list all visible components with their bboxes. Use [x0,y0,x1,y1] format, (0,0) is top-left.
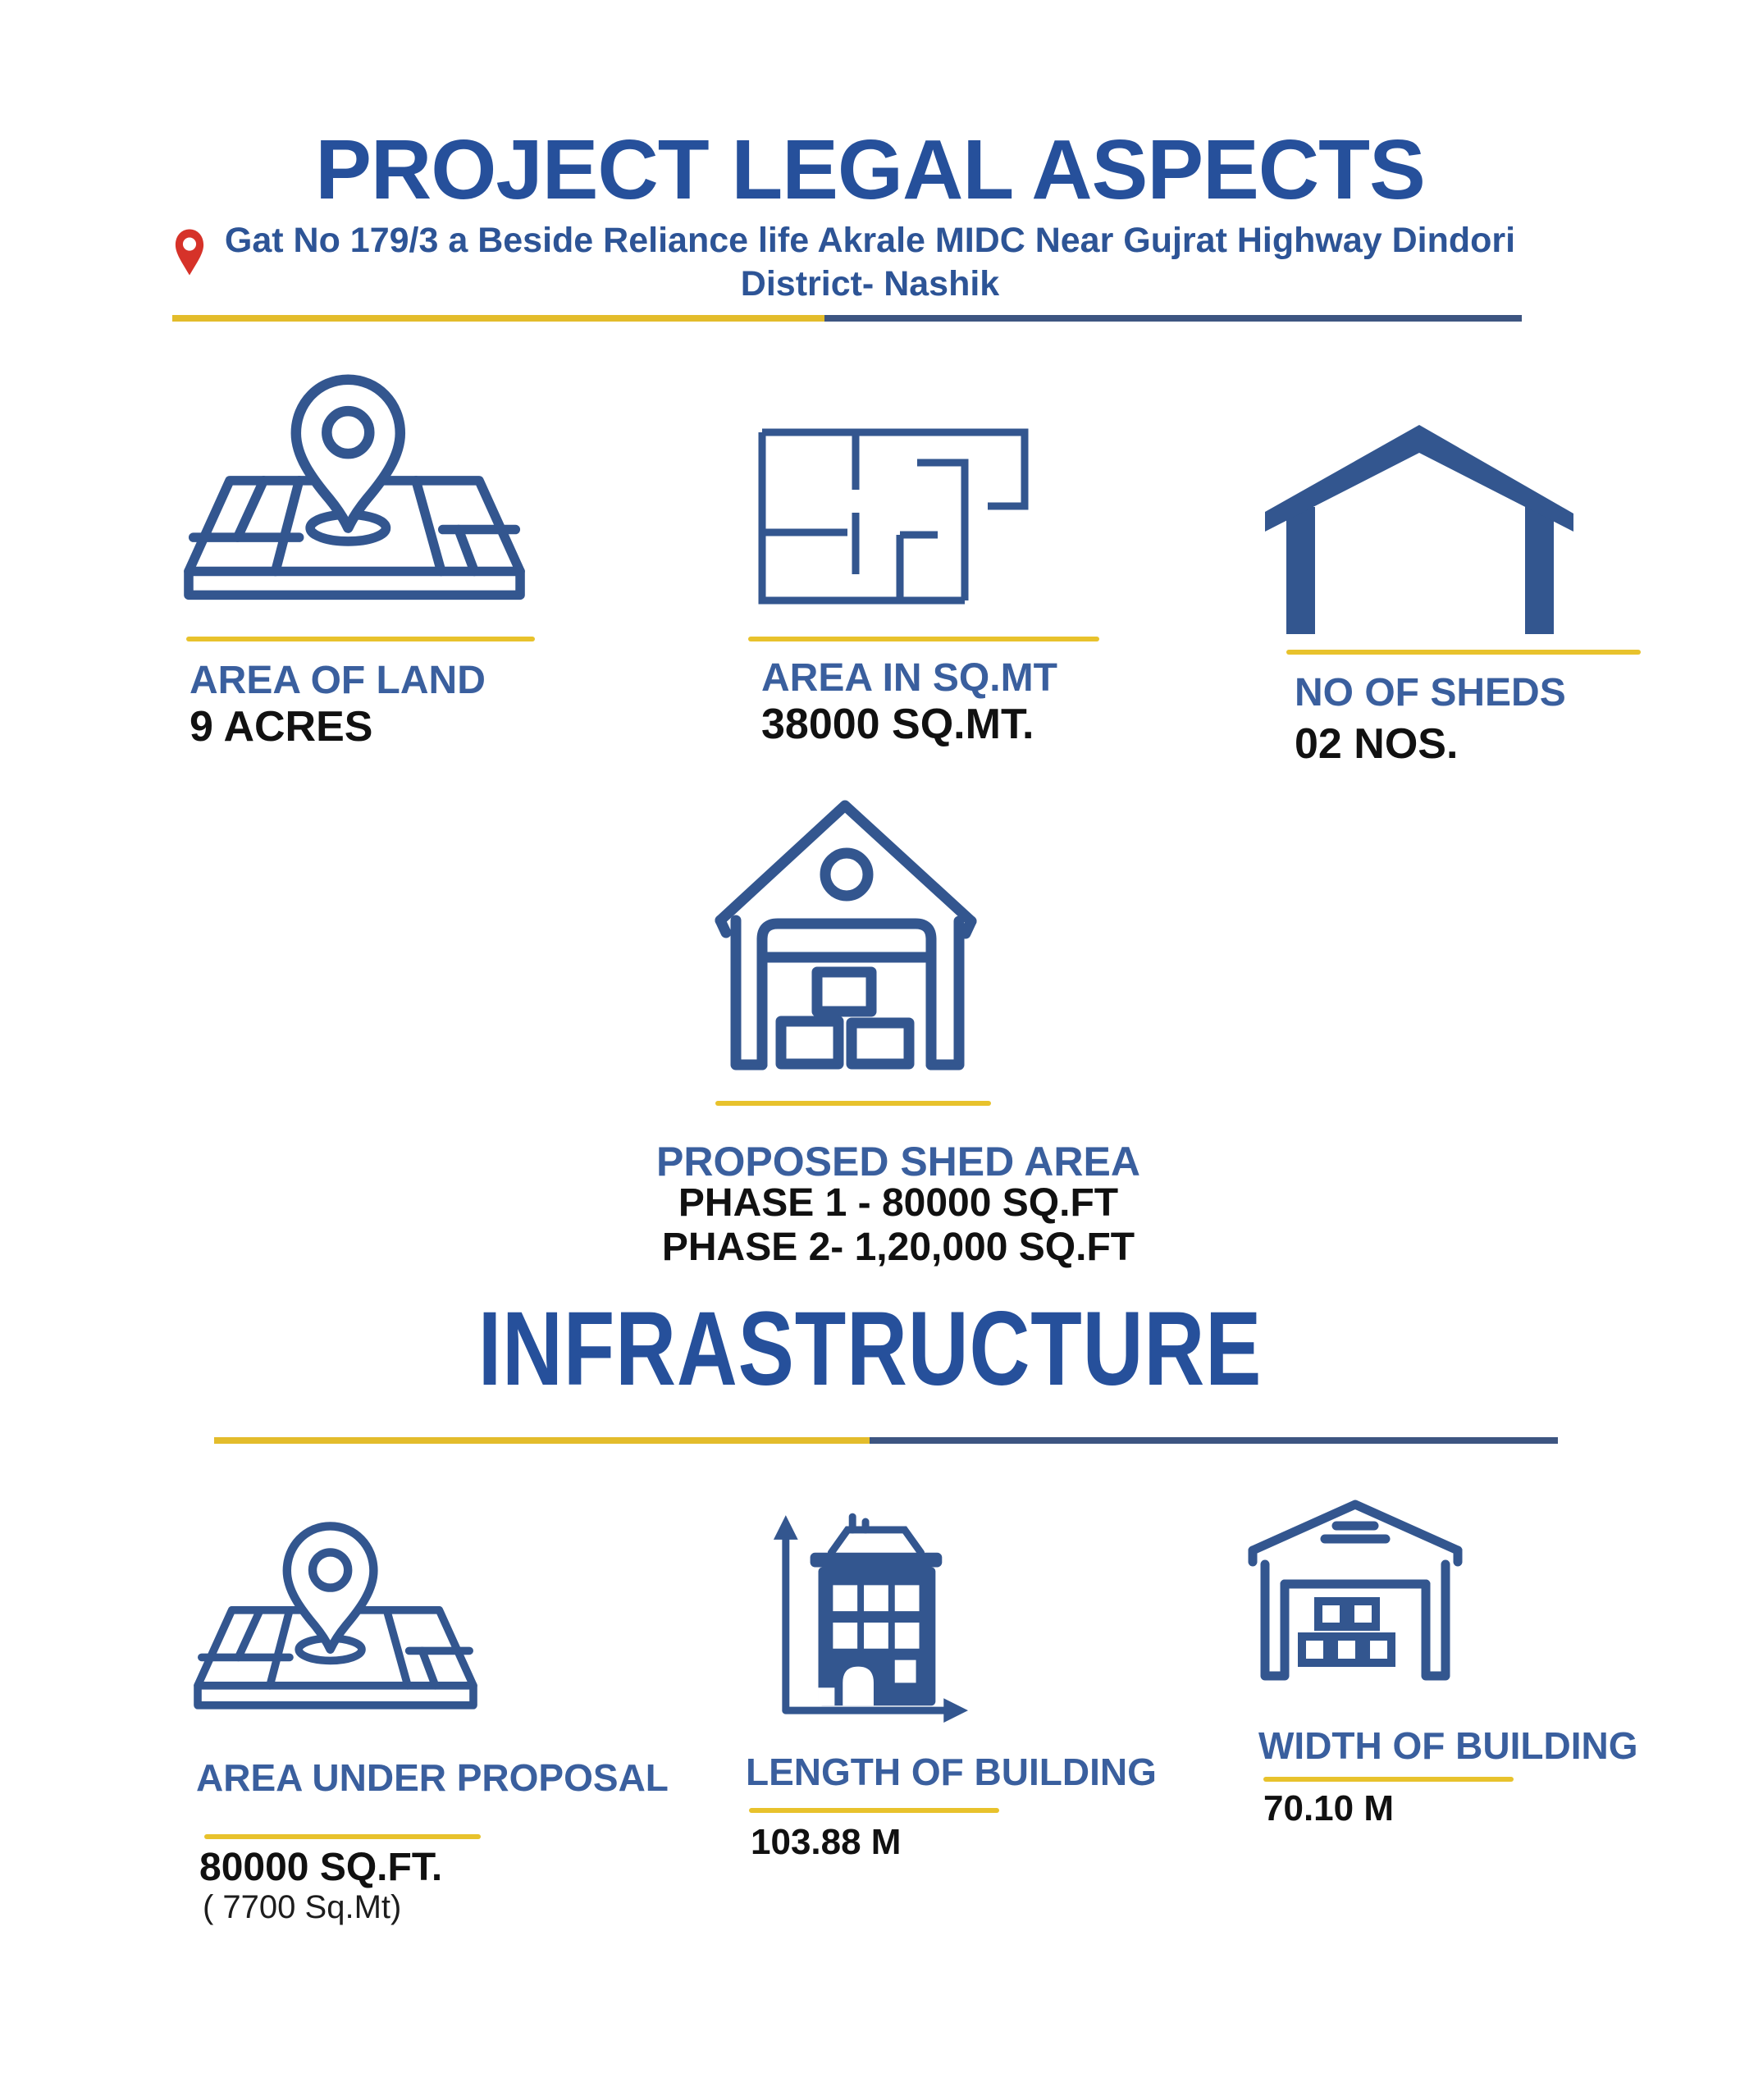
stat-label: NO OF SHEDS [1295,671,1566,714]
stat-label: LENGTH OF BUILDING [746,1751,1157,1793]
divider-blue-segment [870,1437,1558,1444]
stat-value: 80000 SQ.FT. [199,1846,443,1889]
accent-underline [749,1808,999,1813]
divider-blue-segment [824,315,1522,322]
stat-label: WIDTH OF BUILDING [1258,1724,1638,1767]
warehouse-icon [715,797,978,1076]
accent-underline [715,1101,991,1106]
floor-plan-icon [758,428,1029,605]
warehouse-boxes-icon [1249,1500,1462,1685]
map-location-icon [180,373,528,602]
stat-value-phase-1: PHASE 1 - 80000 SQ.FT [678,1181,1119,1225]
stat-label: AREA OF LAND [190,659,486,702]
section-divider [172,315,1522,322]
stat-sub-value: ( 7700 Sq.Mt) [203,1889,402,1925]
section-title: INFRASTRUCTURE [477,1290,1263,1408]
accent-underline [204,1834,481,1839]
building-dimensions-icon [768,1513,971,1733]
divider-yellow-segment [214,1437,870,1444]
shed-icon [1263,425,1608,638]
stat-label: PROPOSED SHED AREA [656,1139,1140,1185]
stat-value: 70.10 M [1263,1788,1394,1828]
stat-label: AREA IN SQ.MT [761,656,1057,700]
address-line-1: Gat No 179/3 a Beside Reliance life Akrale MIDC Near Gujrat Highway Dindori [224,221,1516,260]
accent-underline [1263,1777,1514,1782]
stat-label: AREA UNDER PROPOSAL [196,1756,669,1799]
accent-underline [1286,650,1641,655]
stat-value: 38000 SQ.MT. [761,701,1034,748]
page-title: PROJECT LEGAL ASPECTS [315,122,1425,217]
accent-underline [186,637,535,641]
stat-value-phase-2: PHASE 2- 1,20,000 SQ.FT [661,1226,1135,1269]
divider-yellow-segment [172,315,824,322]
stat-value: 103.88 M [751,1822,902,1862]
stat-value: 02 NOS. [1295,720,1459,768]
stat-value: 9 ACRES [190,703,373,751]
accent-underline [748,637,1099,641]
address-line-2: District- Nashik [740,264,1000,304]
section-divider [214,1437,1558,1444]
map-location-icon [191,1521,480,1711]
